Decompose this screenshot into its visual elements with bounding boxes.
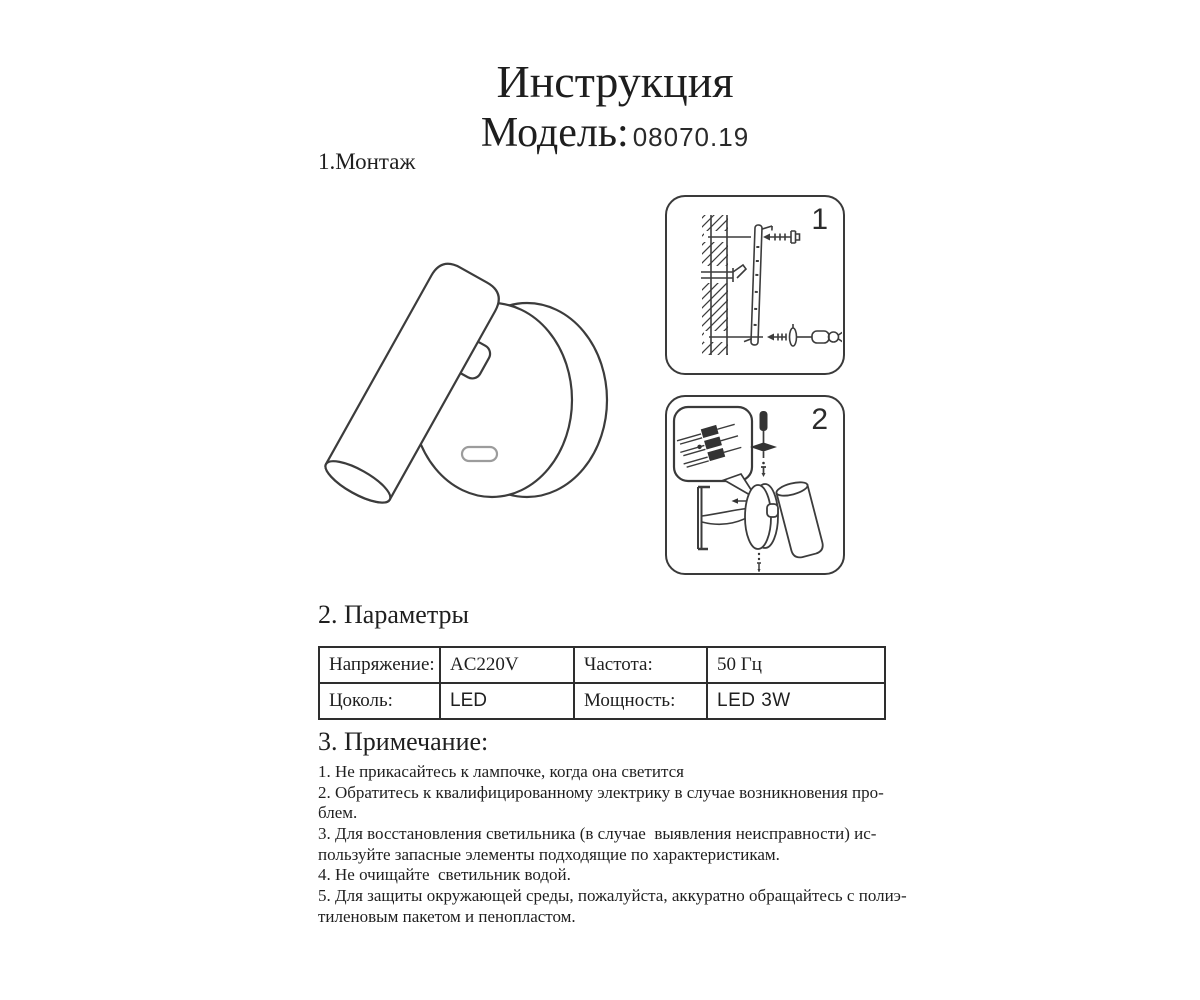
note-line: 4. Не очищайте светильник водой.	[318, 865, 571, 885]
section-heading-notes: 3. Примечание:	[318, 727, 489, 756]
table-row	[319, 647, 885, 683]
install-step-1-panel	[665, 195, 845, 375]
table-row	[319, 683, 885, 719]
section-heading-mounting: 1.Монтаж	[318, 149, 416, 174]
note-line: 2. Обратитесь к квалифицированному электрику в случае возникновения про-	[318, 782, 884, 802]
notes-list	[318, 762, 907, 927]
bottom-screw-icon	[757, 553, 761, 572]
install-step-2-panel	[665, 395, 845, 575]
note-line: тиленовым пакетом и пенопластом.	[318, 906, 576, 926]
frequency-value: 50 Гц	[707, 647, 885, 683]
socket-value: LED	[440, 683, 574, 719]
voltage-value: AC220V	[440, 647, 574, 683]
wall-lamp-drawing	[310, 240, 660, 540]
parameters-table	[318, 646, 886, 720]
note-line: 1. Не прикасайтесь к лампочке, когда она светится	[318, 762, 684, 781]
voltage-label: Напряжение:	[319, 647, 440, 683]
note-line: блем.	[318, 803, 358, 823]
lamp-switch	[462, 447, 497, 461]
note-line: 5. Для защиты окружающей среды, пожалуйста, аккуратно обращайтесь с полиэ-	[318, 885, 907, 905]
socket-label: Цоколь:	[319, 683, 440, 719]
section-heading-parameters: 2. Параметры	[318, 600, 469, 629]
model-label: Модель:	[480, 110, 629, 156]
step-1-number: 1	[811, 203, 828, 236]
mounting-plate-icon	[744, 225, 772, 346]
lamp-small-drawing	[745, 480, 825, 560]
lamp-hinge-tab	[767, 504, 778, 517]
step-2-number: 2	[811, 403, 828, 436]
wall-section-icon	[697, 197, 733, 372]
screwdriver-icon	[750, 411, 777, 477]
page-title: Инструкция	[496, 56, 734, 107]
model-number: 08070.19	[632, 122, 750, 152]
screwdriver-icon	[790, 324, 843, 346]
note-line: 3. Для восстановления светильника (в случае выявления неисправности) ис-	[318, 823, 877, 843]
note-line: пользуйте запасные элементы подходящие по характеристикам.	[318, 844, 780, 864]
power-label: Мощность:	[574, 683, 707, 719]
power-value: LED 3W	[707, 683, 885, 719]
lamp-base-front-face	[745, 485, 771, 549]
frequency-label: Частота:	[574, 647, 707, 683]
